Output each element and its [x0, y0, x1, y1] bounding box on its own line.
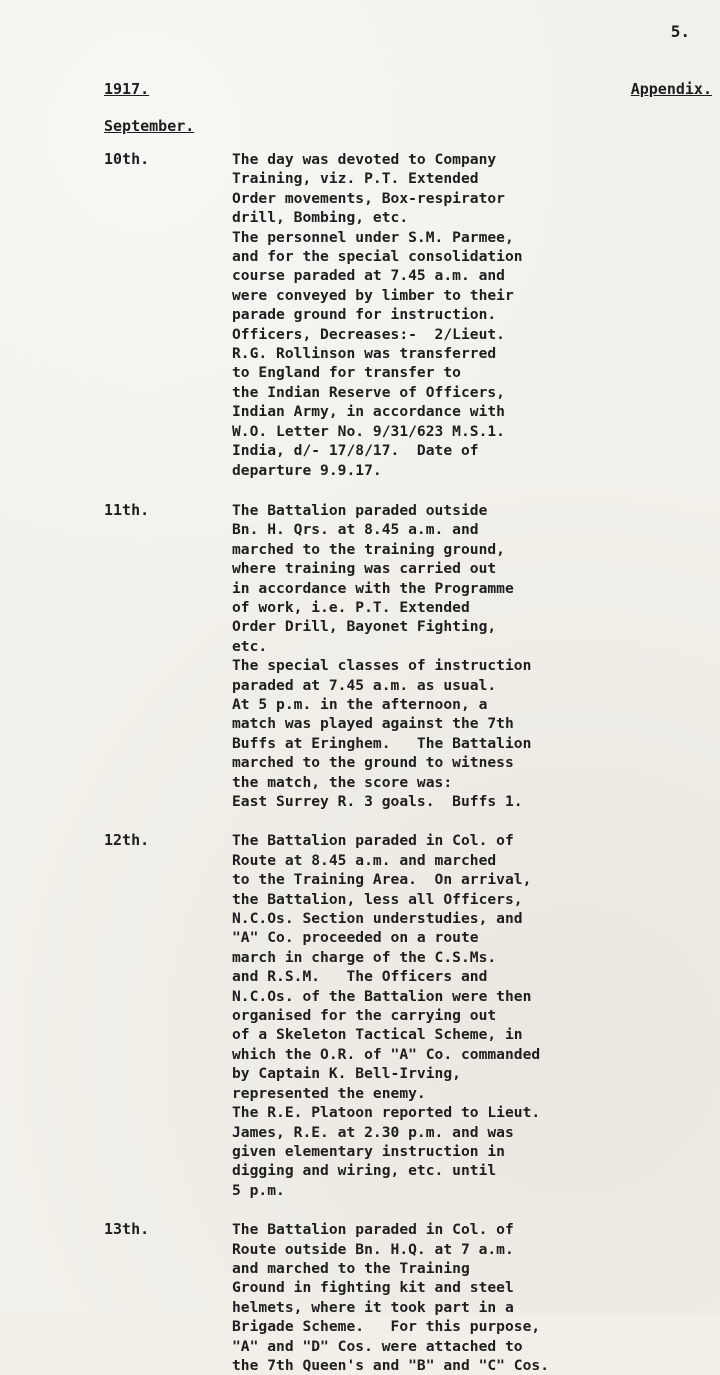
entry-line: paraded at 7.45 a.m. as usual.	[232, 676, 497, 694]
entry-line: The Battalion paraded in Col. of	[232, 832, 514, 850]
entry-line: The special classes of instruction	[232, 657, 532, 675]
entry-line: in accordance with the Programme	[232, 579, 514, 597]
diary-entry-10th	[104, 150, 694, 480]
diary-entry-12th	[104, 831, 694, 1200]
entry-line: The R.E. Platoon reported to Lieut.	[232, 1104, 541, 1122]
entry-line: James, R.E. at 2.30 p.m. and was	[232, 1123, 514, 1141]
entry-line: of a Skeleton Tactical Scheme, in	[232, 1026, 523, 1044]
entry-line: represented the enemy.	[232, 1084, 426, 1102]
entry-spacer	[104, 811, 694, 831]
entry-line: Order movements, Box-respirator	[232, 189, 505, 207]
entry-line: N.C.Os. of the Battalion were then	[232, 987, 532, 1005]
entry-line: 5 p.m.	[232, 1181, 285, 1199]
entry-line: marched to the training ground,	[232, 540, 505, 558]
entry-line: Training, viz. P.T. Extended	[232, 170, 479, 188]
entry-line: India, d/- 17/8/17. Date of	[232, 442, 479, 460]
entry-line: where training was carried out	[232, 560, 497, 578]
entry-line: Route outside Bn. H.Q. at 7 a.m.	[232, 1240, 514, 1258]
entry-line: organised for the carrying out	[232, 1007, 497, 1025]
entry-line: East Surrey R. 3 goals. Buffs 1.	[232, 793, 523, 810]
entry-spacer	[104, 1200, 694, 1220]
entry-body	[232, 150, 694, 480]
entry-line: drill, Bombing, etc.	[232, 209, 409, 227]
entry-line: At 5 p.m. in the afternoon, a	[232, 695, 488, 713]
entry-line: and for the special consolidation	[232, 248, 523, 266]
entry-line: and marched to the Training	[232, 1259, 470, 1277]
entry-line: Order Drill, Bayonet Fighting,	[232, 618, 497, 636]
entry-line: The day was devoted to Company	[232, 151, 497, 168]
entry-line: Indian Army, in accordance with	[232, 403, 505, 421]
entry-date: 13th.	[104, 1220, 150, 1239]
entry-line: Route at 8.45 a.m. and marched	[232, 851, 497, 869]
entry-line: march in charge of the C.S.Ms.	[232, 948, 497, 966]
entry-line: Buffs at Eringhem. The Battalion	[232, 734, 532, 752]
entry-line: given elementary instruction in	[232, 1142, 505, 1160]
entry-date: 10th.	[104, 150, 150, 168]
entry-spacer	[104, 480, 694, 501]
entry-line: and R.S.M. The Officers and	[232, 968, 488, 986]
entry-line: "A" and "D" Cos. were attached to	[232, 1337, 523, 1355]
page-number: 5.	[670, 22, 690, 41]
entry-line: W.O. Letter No. 9/31/623 M.S.1.	[232, 422, 505, 440]
appendix-heading: Appendix.	[630, 80, 712, 98]
year-heading: 1917.	[104, 80, 150, 98]
entry-line: The Battalion paraded in Col. of	[232, 1221, 514, 1239]
entry-line: helmets, where it took part in a	[232, 1298, 514, 1316]
entry-line: to the Training Area. On arrival,	[232, 871, 532, 889]
entry-body	[232, 501, 694, 812]
entry-date: 11th.	[104, 500, 150, 519]
entry-line: parade ground for instruction.	[232, 306, 497, 324]
entry-line: The Battalion paraded outside	[232, 501, 488, 519]
entry-line: R.G. Rollinson was transferred	[232, 345, 497, 363]
entry-line: etc.	[232, 637, 268, 655]
entry-line: marched to the ground to witness	[232, 754, 514, 772]
entry-line: digging and wiring, etc. until	[232, 1162, 497, 1180]
entry-line: "A" Co. proceeded on a route	[232, 929, 479, 947]
entry-line: N.C.Os. Section understudies, and	[232, 910, 523, 928]
entry-line: The personnel under S.M. Parmee,	[232, 228, 514, 246]
month-heading: September.	[104, 117, 195, 135]
diary-entry-11th	[104, 501, 694, 812]
diary-entry-13th	[104, 1220, 694, 1375]
entry-line: were conveyed by limber to their	[232, 286, 514, 304]
entry-line: the Indian Reserve of Officers,	[232, 383, 505, 401]
entry-line: to England for transfer to	[232, 364, 461, 382]
entry-line: by Captain K. Bell-Irving,	[232, 1065, 461, 1083]
entry-line: which the O.R. of "A" Co. commanded	[232, 1045, 541, 1063]
entry-body	[232, 1220, 694, 1375]
entry-line: the Battalion, less all Officers,	[232, 890, 523, 908]
entry-line: departure 9.9.17.	[232, 461, 382, 479]
entry-line: Officers, Decreases:- 2/Lieut.	[232, 325, 505, 343]
entry-line: Brigade Scheme. For this purpose,	[232, 1318, 541, 1336]
entry-line: of work, i.e. P.T. Extended	[232, 598, 470, 616]
entry-line: the match, the score was:	[232, 773, 453, 791]
entry-line: Bn. H. Qrs. at 8.45 a.m. and	[232, 521, 479, 539]
entry-line: the 7th Queen's and "B" and "C" Cos.	[232, 1356, 550, 1374]
diary-entries	[104, 150, 694, 1375]
entry-line: course paraded at 7.45 a.m. and	[232, 267, 505, 285]
entry-date: 12th.	[104, 831, 150, 850]
entry-line: match was played against the 7th	[232, 715, 514, 733]
entry-line: Ground in fighting kit and steel	[232, 1279, 514, 1297]
entry-body	[232, 831, 694, 1200]
